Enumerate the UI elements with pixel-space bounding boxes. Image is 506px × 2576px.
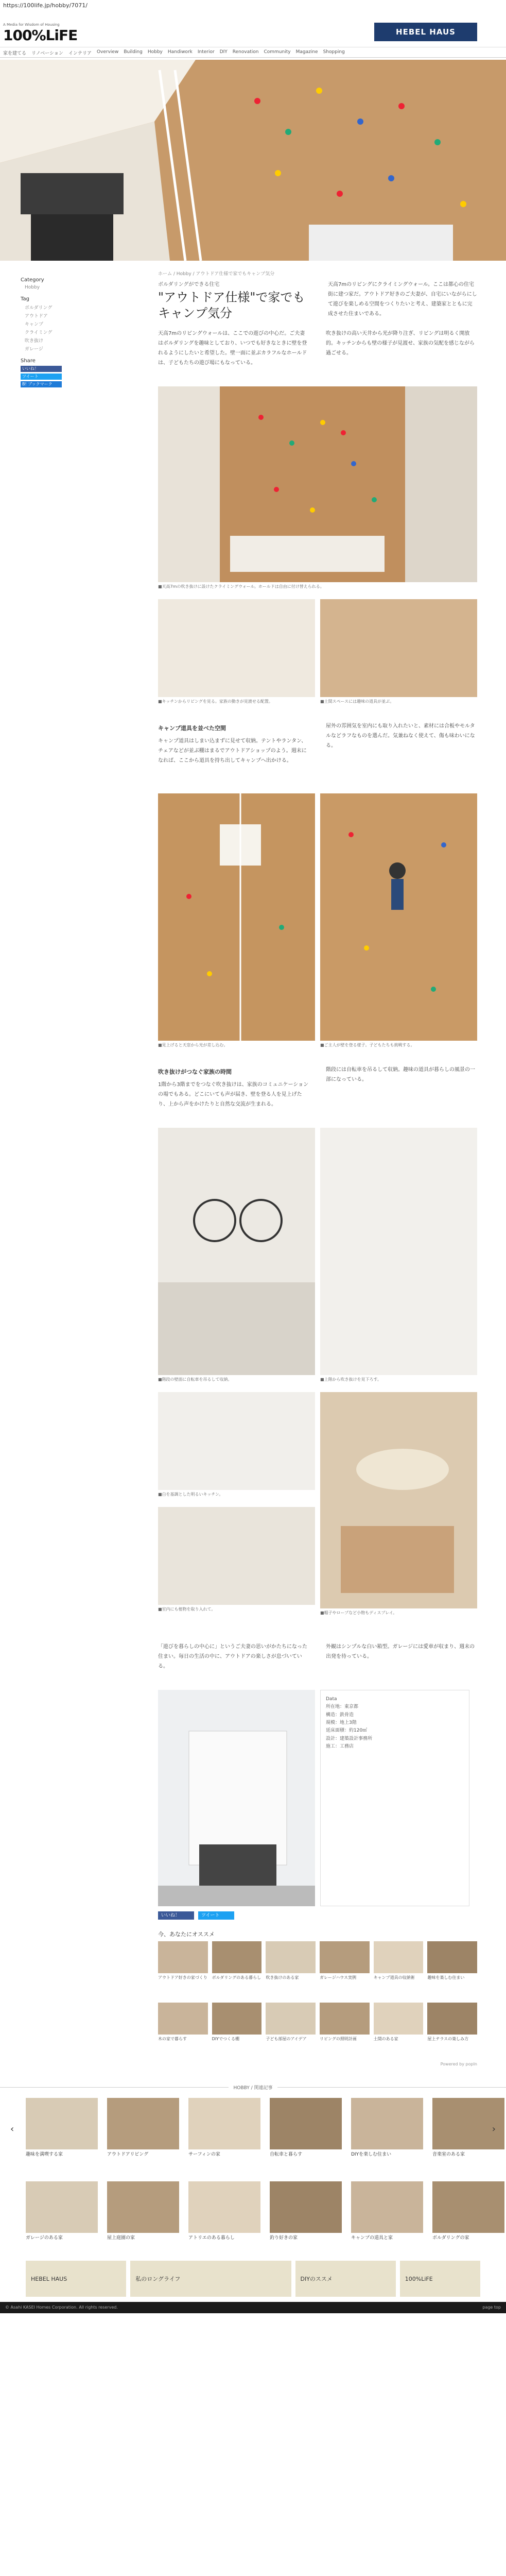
related-thumbnail bbox=[320, 1941, 370, 1973]
more-item-title: アトリエのある暮らし bbox=[188, 2235, 235, 2241]
photo-caption: ■土間スペースには趣味の道具が並ぶ。 bbox=[320, 699, 394, 704]
more-thumbnail bbox=[188, 2098, 260, 2149]
footer-banner[interactable]: 100%LiFE bbox=[400, 2261, 480, 2297]
logo-subtitle: A Media for Wisdom of Housing bbox=[3, 23, 60, 27]
more-item[interactable] bbox=[351, 2181, 423, 2256]
related-item-title: 木の家で暮らす bbox=[158, 2037, 187, 2042]
more-item-title: キャンプの道具と家 bbox=[351, 2235, 393, 2241]
nav-item[interactable]: Magazine bbox=[295, 49, 318, 55]
photo-climbing-wall bbox=[158, 386, 477, 582]
sidebar-tag-item[interactable]: クライミング bbox=[25, 330, 53, 335]
info-line: 構造：鉄骨造 bbox=[326, 1712, 354, 1718]
more-item-title: サーフィンの家 bbox=[188, 2152, 220, 2158]
related-thumbnail bbox=[212, 2003, 262, 2035]
footer-banner[interactable]: DIYのススメ bbox=[295, 2261, 396, 2297]
related-item[interactable] bbox=[374, 1941, 424, 1998]
photo-caption: ■ご主人が壁を登る様子。子どもたちも挑戦する。 bbox=[320, 1043, 415, 1048]
related-thumbnail bbox=[212, 1941, 262, 1973]
share-buttons bbox=[158, 1911, 477, 1920]
related-item-title: DIYでつくる棚 bbox=[212, 2037, 240, 2042]
related-item-title: リビングの照明計画 bbox=[319, 2037, 357, 2042]
nav-item[interactable]: Handiwork bbox=[167, 49, 193, 55]
hero-image bbox=[0, 60, 506, 261]
photo-hats bbox=[320, 1392, 477, 1608]
paragraph: 屋外の雰囲気を室内にも取り入れたいと、素材には合板やモルタルなどラフなものを選んだ。気兼ねなく使えて、傷も味わいになる。 bbox=[326, 723, 475, 749]
related-item[interactable] bbox=[427, 1941, 477, 1998]
photo-caption: ■キッチンからリビングを見る。家族の動きが見渡せる配置。 bbox=[158, 699, 273, 704]
related-item[interactable] bbox=[212, 2003, 262, 2060]
related-item[interactable] bbox=[158, 1941, 208, 1998]
photo-caption: ■階段の壁面に自転車を吊るして収納。 bbox=[158, 1377, 232, 1382]
nav-item[interactable]: Shopping bbox=[323, 49, 345, 55]
share-button[interactable]: ツイート bbox=[21, 374, 62, 380]
powered-by: Powered by popIn bbox=[440, 2062, 477, 2067]
related-item[interactable] bbox=[266, 2003, 316, 2060]
paragraph: 天高7mのリビングウォールは、ここでの遊びの中心だ。ご夫妻はボルダリングを趣味としており、いつでも好きなときに壁を登れるようにしたいと希望した。壁一面に並ぶカラフルなホールドは、子どもたちの遊び場にもなっている。 bbox=[158, 331, 307, 366]
more-item-title: ガレージのある家 bbox=[26, 2235, 63, 2241]
more-thumbnail bbox=[26, 2098, 98, 2149]
photo-caption: ■見上げると天窓から光が差し込む。 bbox=[158, 1043, 228, 1048]
photo-caption: ■上階から吹き抜けを見下ろす。 bbox=[320, 1377, 381, 1382]
site-logo[interactable]: 100%LiFE bbox=[3, 27, 78, 44]
more-thumbnail bbox=[26, 2181, 98, 2233]
more-thumbnail bbox=[107, 2181, 179, 2233]
share-button[interactable]: いいね！ bbox=[21, 366, 62, 372]
share-button[interactable]: ツイート bbox=[198, 1911, 234, 1920]
more-item-title: 音楽室のある家 bbox=[432, 2152, 465, 2158]
related-thumbnail bbox=[427, 1941, 477, 1973]
nav-item[interactable]: 家を建てる bbox=[3, 51, 27, 56]
related-thumbnail bbox=[158, 1941, 208, 1973]
photo-void-view bbox=[320, 1128, 477, 1375]
sidebar-tag-item[interactable]: ボルダリング bbox=[25, 306, 53, 311]
more-item-title: 自転車と暮らす bbox=[270, 2152, 303, 2158]
photo-kitchen bbox=[158, 599, 315, 697]
more-item-title: DIYを楽しむ住まい bbox=[351, 2152, 392, 2158]
photo-white-kitchen bbox=[158, 1392, 315, 1490]
more-section bbox=[0, 2087, 506, 2256]
photo-plants bbox=[158, 1507, 315, 1605]
sidebar-category-heading: Category bbox=[21, 277, 44, 283]
site-footer bbox=[0, 2302, 506, 2313]
more-item[interactable] bbox=[107, 2098, 179, 2172]
nav-item[interactable]: Renovation bbox=[232, 49, 259, 55]
sidebar-tag-heading: Tag bbox=[21, 296, 29, 302]
related-item-title: 趣味を楽しむ住まい bbox=[427, 1975, 465, 1980]
photo-caption: ■帽子やロープなど小物もディスプレイ。 bbox=[320, 1611, 397, 1616]
more-section-label: HOBBY / 関連記事 bbox=[229, 2084, 278, 2091]
info-line: 所在地：東京都 bbox=[326, 1704, 359, 1710]
page-top-link[interactable]: page top bbox=[482, 2305, 501, 2310]
related-thumbnail bbox=[266, 2003, 316, 2035]
more-thumbnail bbox=[351, 2098, 423, 2149]
more-item[interactable] bbox=[188, 2181, 260, 2256]
related-item[interactable] bbox=[212, 1941, 262, 1998]
related-item-title: 土間のある家 bbox=[373, 2037, 398, 2042]
related-item-title: アウトドア好きの家づくり bbox=[158, 1975, 207, 1980]
more-thumbnail bbox=[351, 2181, 423, 2233]
sidebar bbox=[21, 271, 108, 387]
sidebar-category-list bbox=[21, 285, 108, 290]
more-item[interactable] bbox=[107, 2181, 179, 2256]
related-grid bbox=[158, 1941, 477, 2060]
paragraph: 「遊びを暮らしの中心に」というご夫妻の思いがかたちになった住まい。毎日の生活の中に、アウトドアの楽しさが息づいている。 bbox=[158, 1644, 307, 1670]
related-item-title: ガレージハウス実例 bbox=[319, 1975, 357, 1980]
related-thumbnail bbox=[374, 2003, 424, 2035]
related-thumbnail bbox=[374, 1941, 424, 1973]
article bbox=[158, 261, 477, 2066]
photo-caption: ■室内にも植物を取り入れて。 bbox=[158, 1607, 216, 1612]
related-item-title: キャンプ道具の収納術 bbox=[373, 1975, 415, 1980]
paragraph: 外観はシンプルな白い箱型。ガレージには愛車が収まり、週末の出発を待っている。 bbox=[326, 1644, 475, 1660]
related-item-title: ボルダリングのある暮らし bbox=[212, 1975, 261, 1980]
copyright: © Asahi KASEI Homes Corporation. All rights reserved. bbox=[5, 2305, 118, 2310]
more-item[interactable] bbox=[270, 2181, 342, 2256]
related-item[interactable] bbox=[374, 2003, 424, 2060]
sidebar-category-item[interactable]: Hobby bbox=[25, 285, 40, 290]
related-item-title: 屋上テラスの楽しみ方 bbox=[427, 2037, 469, 2042]
related-item[interactable] bbox=[427, 2003, 477, 2060]
related-thumbnail bbox=[320, 2003, 370, 2035]
info-line: 設計：建築設計事務所 bbox=[326, 1736, 373, 1741]
paragraph: 階段には自転車を吊るして収納。趣味の道具が暮らしの風景の一部になっている。 bbox=[326, 1067, 475, 1083]
paragraph: 1階から3階までをつなぐ吹き抜けは、家族のコミュニケーションの場でもある。どこにいても声が届き、壁を登る人を見上げたり、上から声をかけたりと自然な交流が生まれる。 bbox=[158, 1082, 309, 1108]
share-button[interactable]: いいね！ bbox=[158, 1911, 194, 1920]
related-item[interactable] bbox=[266, 1941, 316, 1998]
sidebar-tag-item[interactable]: キャンプ bbox=[25, 322, 44, 327]
info-line: Data bbox=[326, 1697, 337, 1702]
article-category: ボルダリングができる住宅 bbox=[158, 282, 220, 287]
next-arrow-icon[interactable]: › bbox=[492, 2124, 496, 2135]
related-heading: 今、あなたにオススメ bbox=[158, 1931, 215, 1938]
more-item[interactable] bbox=[432, 2181, 504, 2256]
section-heading: キャンプ道具を並べた空間 bbox=[158, 725, 226, 732]
photo-exterior bbox=[158, 1690, 315, 1906]
more-item-title: ボルダリングの家 bbox=[432, 2235, 469, 2241]
sidebar-share-buttons bbox=[21, 366, 108, 387]
more-item[interactable] bbox=[188, 2098, 260, 2172]
footer-banners bbox=[0, 2256, 506, 2302]
nav-item[interactable]: Interior bbox=[197, 49, 215, 55]
related-item-title: 子ども部屋のアイデア bbox=[266, 2037, 307, 2042]
article-intro: 天高7mのリビングにクライミングウォール。ここは都心の住宅街に建つ家だ。アウトドア好きのご夫妻が、自宅にいながらにして遊びを楽しめる空間をつくりたいと考え、建築家とともに完成させた住まいである。 bbox=[328, 282, 477, 317]
related-thumbnail bbox=[266, 1941, 316, 1973]
more-thumbnail bbox=[270, 2181, 342, 2233]
more-item[interactable] bbox=[26, 2181, 98, 2256]
url-bar[interactable]: https://100life.jp/hobby/7071/ bbox=[3, 2, 88, 9]
photo-caption: ■天高7mの吹き抜けに設けたクライミングウォール。ホールドは自由に付け替えられる。 bbox=[158, 584, 324, 589]
footer-banner[interactable]: HEBEL HAUS bbox=[26, 2261, 126, 2297]
more-thumbnail bbox=[107, 2098, 179, 2149]
nav-item[interactable]: インテリア bbox=[68, 51, 92, 56]
nav-item[interactable]: Hobby bbox=[147, 49, 163, 55]
nav-item[interactable]: リノベーション bbox=[31, 51, 63, 56]
breadcrumb: ホーム / Hobby / アウトドア仕様で家でもキャンプ気分 bbox=[158, 272, 275, 277]
photo-skylight bbox=[158, 793, 315, 1041]
related-item[interactable] bbox=[158, 2003, 208, 2060]
share-button[interactable]: B! ブックマーク bbox=[21, 381, 62, 387]
more-item-title: 屋上庭園の家 bbox=[107, 2235, 135, 2241]
photo-climber bbox=[320, 793, 477, 1041]
photo-living bbox=[320, 599, 477, 697]
nav-item[interactable]: Overview bbox=[96, 49, 119, 55]
sidebar-tag-item[interactable]: アウトドア bbox=[25, 314, 48, 319]
nav-item[interactable]: Community bbox=[264, 49, 291, 55]
more-item[interactable] bbox=[351, 2098, 423, 2172]
sidebar-tag-item[interactable]: ガレージ bbox=[25, 347, 43, 352]
paragraph: 吹き抜けの高い天井から光が降り注ぎ、リビングは明るく開放的。キッチンからも壁の様子が見渡せ、家族の気配を感じながら過ごせる。 bbox=[326, 331, 475, 357]
info-line: 延床面積：約120㎡ bbox=[326, 1728, 368, 1734]
more-thumbnail bbox=[270, 2098, 342, 2149]
section-heading: 吹き抜けがつなぐ家族の時間 bbox=[158, 1069, 232, 1076]
related-item[interactable] bbox=[320, 2003, 370, 2060]
page-title: "アウトドア仕様"で家でもキャンプ気分 bbox=[158, 290, 305, 321]
related-thumbnail bbox=[158, 2003, 208, 2035]
sidebar-share-heading: Share bbox=[21, 358, 36, 364]
more-item[interactable] bbox=[270, 2098, 342, 2172]
more-thumbnail bbox=[188, 2181, 260, 2233]
more-item[interactable] bbox=[432, 2098, 504, 2172]
nav-item[interactable]: DIY bbox=[219, 49, 228, 55]
footer-banner[interactable]: 私のロングライフ bbox=[130, 2261, 291, 2297]
photo-bicycle-stairs bbox=[158, 1128, 315, 1375]
paragraph: キャンプ道具はしまい込まずに見せて収納。テントやランタン、チェアなどが並ぶ棚はまるでアウトドアショップのよう。週末になれば、ここから道具を持ち出してキャンプへ出かける。 bbox=[158, 738, 307, 764]
more-item-title: 釣り好きの家 bbox=[270, 2235, 298, 2241]
prev-arrow-icon[interactable]: ‹ bbox=[10, 2124, 14, 2135]
more-grid bbox=[0, 2088, 506, 2256]
more-thumbnail bbox=[432, 2181, 504, 2233]
photo-caption: ■白を基調とした明るいキッチン。 bbox=[158, 1492, 223, 1497]
more-item-title: アウトドアリビング bbox=[107, 2152, 149, 2158]
related-thumbnail bbox=[427, 2003, 477, 2035]
info-line: 施工：工務店 bbox=[326, 1743, 354, 1749]
nav-item[interactable]: Building bbox=[124, 49, 143, 55]
info-line: 規模：地上3階 bbox=[326, 1720, 357, 1726]
sidebar-tag-list bbox=[21, 304, 108, 352]
sidebar-tag-item[interactable]: 吹き抜け bbox=[25, 338, 44, 344]
related-item-title: 吹き抜けのある家 bbox=[266, 1975, 299, 1980]
site-header bbox=[0, 11, 506, 47]
more-item[interactable] bbox=[26, 2098, 98, 2172]
header-ad-banner[interactable]: HEBEL HAUS bbox=[374, 23, 477, 41]
main-nav bbox=[0, 47, 506, 58]
hero-photo bbox=[0, 60, 506, 261]
related-item[interactable] bbox=[320, 1941, 370, 1998]
more-item-title: 趣味を満喫する家 bbox=[26, 2152, 63, 2158]
info-box bbox=[320, 1690, 469, 1906]
